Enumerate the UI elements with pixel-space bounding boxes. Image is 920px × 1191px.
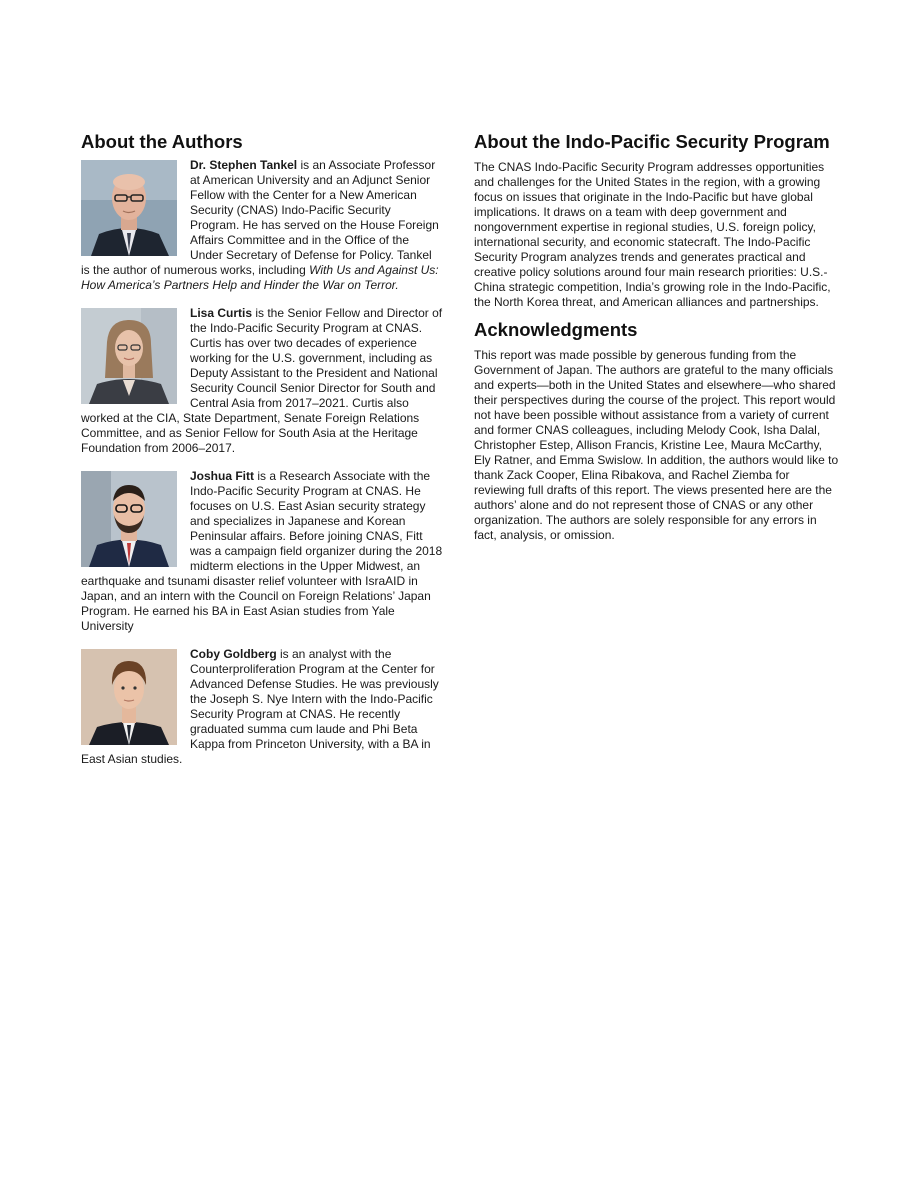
author-bio-fitt <box>81 469 443 634</box>
author-bio-text: is an analyst with the Counterproliferation Program at the Center for Advanced Defense Studies. He was previously the Joseph S. Nye Intern with the Indo-Pacific Security Program at CNAS. He recently graduated summa cum laude and Phi Beta Kappa from Princeton University, with a BA in East Asian studies. <box>81 647 439 766</box>
author-name: Coby Goldberg <box>190 647 277 661</box>
author-photo-goldberg <box>81 649 177 745</box>
authors-column <box>81 131 443 780</box>
program-column <box>474 131 839 543</box>
author-bio-tankel <box>81 158 443 293</box>
author-bio-text: is the Senior Fellow and Director of the Indo-Pacific Security Program at CNAS. Curtis has over two decades of experience working for the U.S. government, including as Deputy Assistant to the President and National Security Council Senior Director for South and Central Asia from 2017–2021. Curtis also worked at the CIA, State Department, Senate Foreign Relations Committee, and as Senior Fellow for South Asia at the Heritage Foundation from 2006–2017. <box>81 306 443 455</box>
authors-heading: About the Authors <box>81 131 243 152</box>
author-bio-curtis <box>81 306 443 456</box>
author-bio-goldberg <box>81 647 443 767</box>
author-name: Lisa Curtis <box>190 306 253 320</box>
author-photo-curtis <box>81 308 177 404</box>
book-title: With Us and Against Us: How America’s Partners Help and Hinder the War on Terror. <box>81 263 439 292</box>
author-photo-fitt <box>81 471 177 567</box>
author-bio-text: is an Associate Professor at American University and an Adjunct Senior Fellow with the Center for a New American Security (CNAS) Indo-Pacific Security Program. He has served on the House Foreign Affairs Committee and in the Office of the Under Secretary of Defense for Policy. Tankel is the author of numerous works, including <box>81 158 439 277</box>
author-photo-tankel <box>81 160 177 256</box>
author-name: Dr. Stephen Tankel <box>190 158 298 172</box>
acknowledgments-text: This report was made possible by generous funding from the Government of Japan. The authors are grateful to the many officials and experts—both in the United States and elsewhere—who shared their perspectives during the course of the project. This report would not have been possible without assistance from a variety of current and former CNAS colleagues, including Melody Cook, Isha Dalal, Christopher Estep, Allison Francis, Kristine Lee, Maura McCarthy, Ely Ratner, and Emma Swislow. In addition, the authors would like to thank Zack Cooper, Elina Ribakova, and Rachel Ziemba for reviewing full drafts of this report. The views presented here are the authors’ alone and do not represent those of CNAS or any other organization. The authors are solely responsible for any errors in fact, analysis, or omission. <box>474 348 839 542</box>
program-heading: About the Indo-Pacific Security Program <box>474 131 830 152</box>
program-description: The CNAS Indo-Pacific Security Program addresses opportunities and challenges for the United States in the region, with a growing focus on issues that originate in the Indo-Pacific but have global implications. It draws on a team with deep government and nongovernment expertise in regional studies, U.S. foreign policy, international security, and economic statecraft. The Indo-Pacific Security Program analyzes trends and generates practical and creative policy solutions around four main research priorities: U.S.-China strategic competition, India’s growing role in the Indo-Pacific, the North Korea threat, and American alliances and partnerships. <box>474 160 831 309</box>
acknowledgments-heading: Acknowledgments <box>474 319 638 340</box>
author-name: Joshua Fitt <box>190 469 255 483</box>
author-bio-text: is a Research Associate with the Indo-Pacific Security Program at CNAS. He focuses on U.S. East Asian security strategy and specializes in Japanese and Korean Peninsular affairs. Before joining CNAS, Fitt was a campaign field organizer during the 2018 midterm elections in the Upper Midwest, an earthquake and tsunami disaster relief volunteer with IsraAID in Japan, and an intern with the Council on Foreign Relations’ Japan Program. He earned his BA in East Asian studies from Yale University <box>81 469 443 633</box>
